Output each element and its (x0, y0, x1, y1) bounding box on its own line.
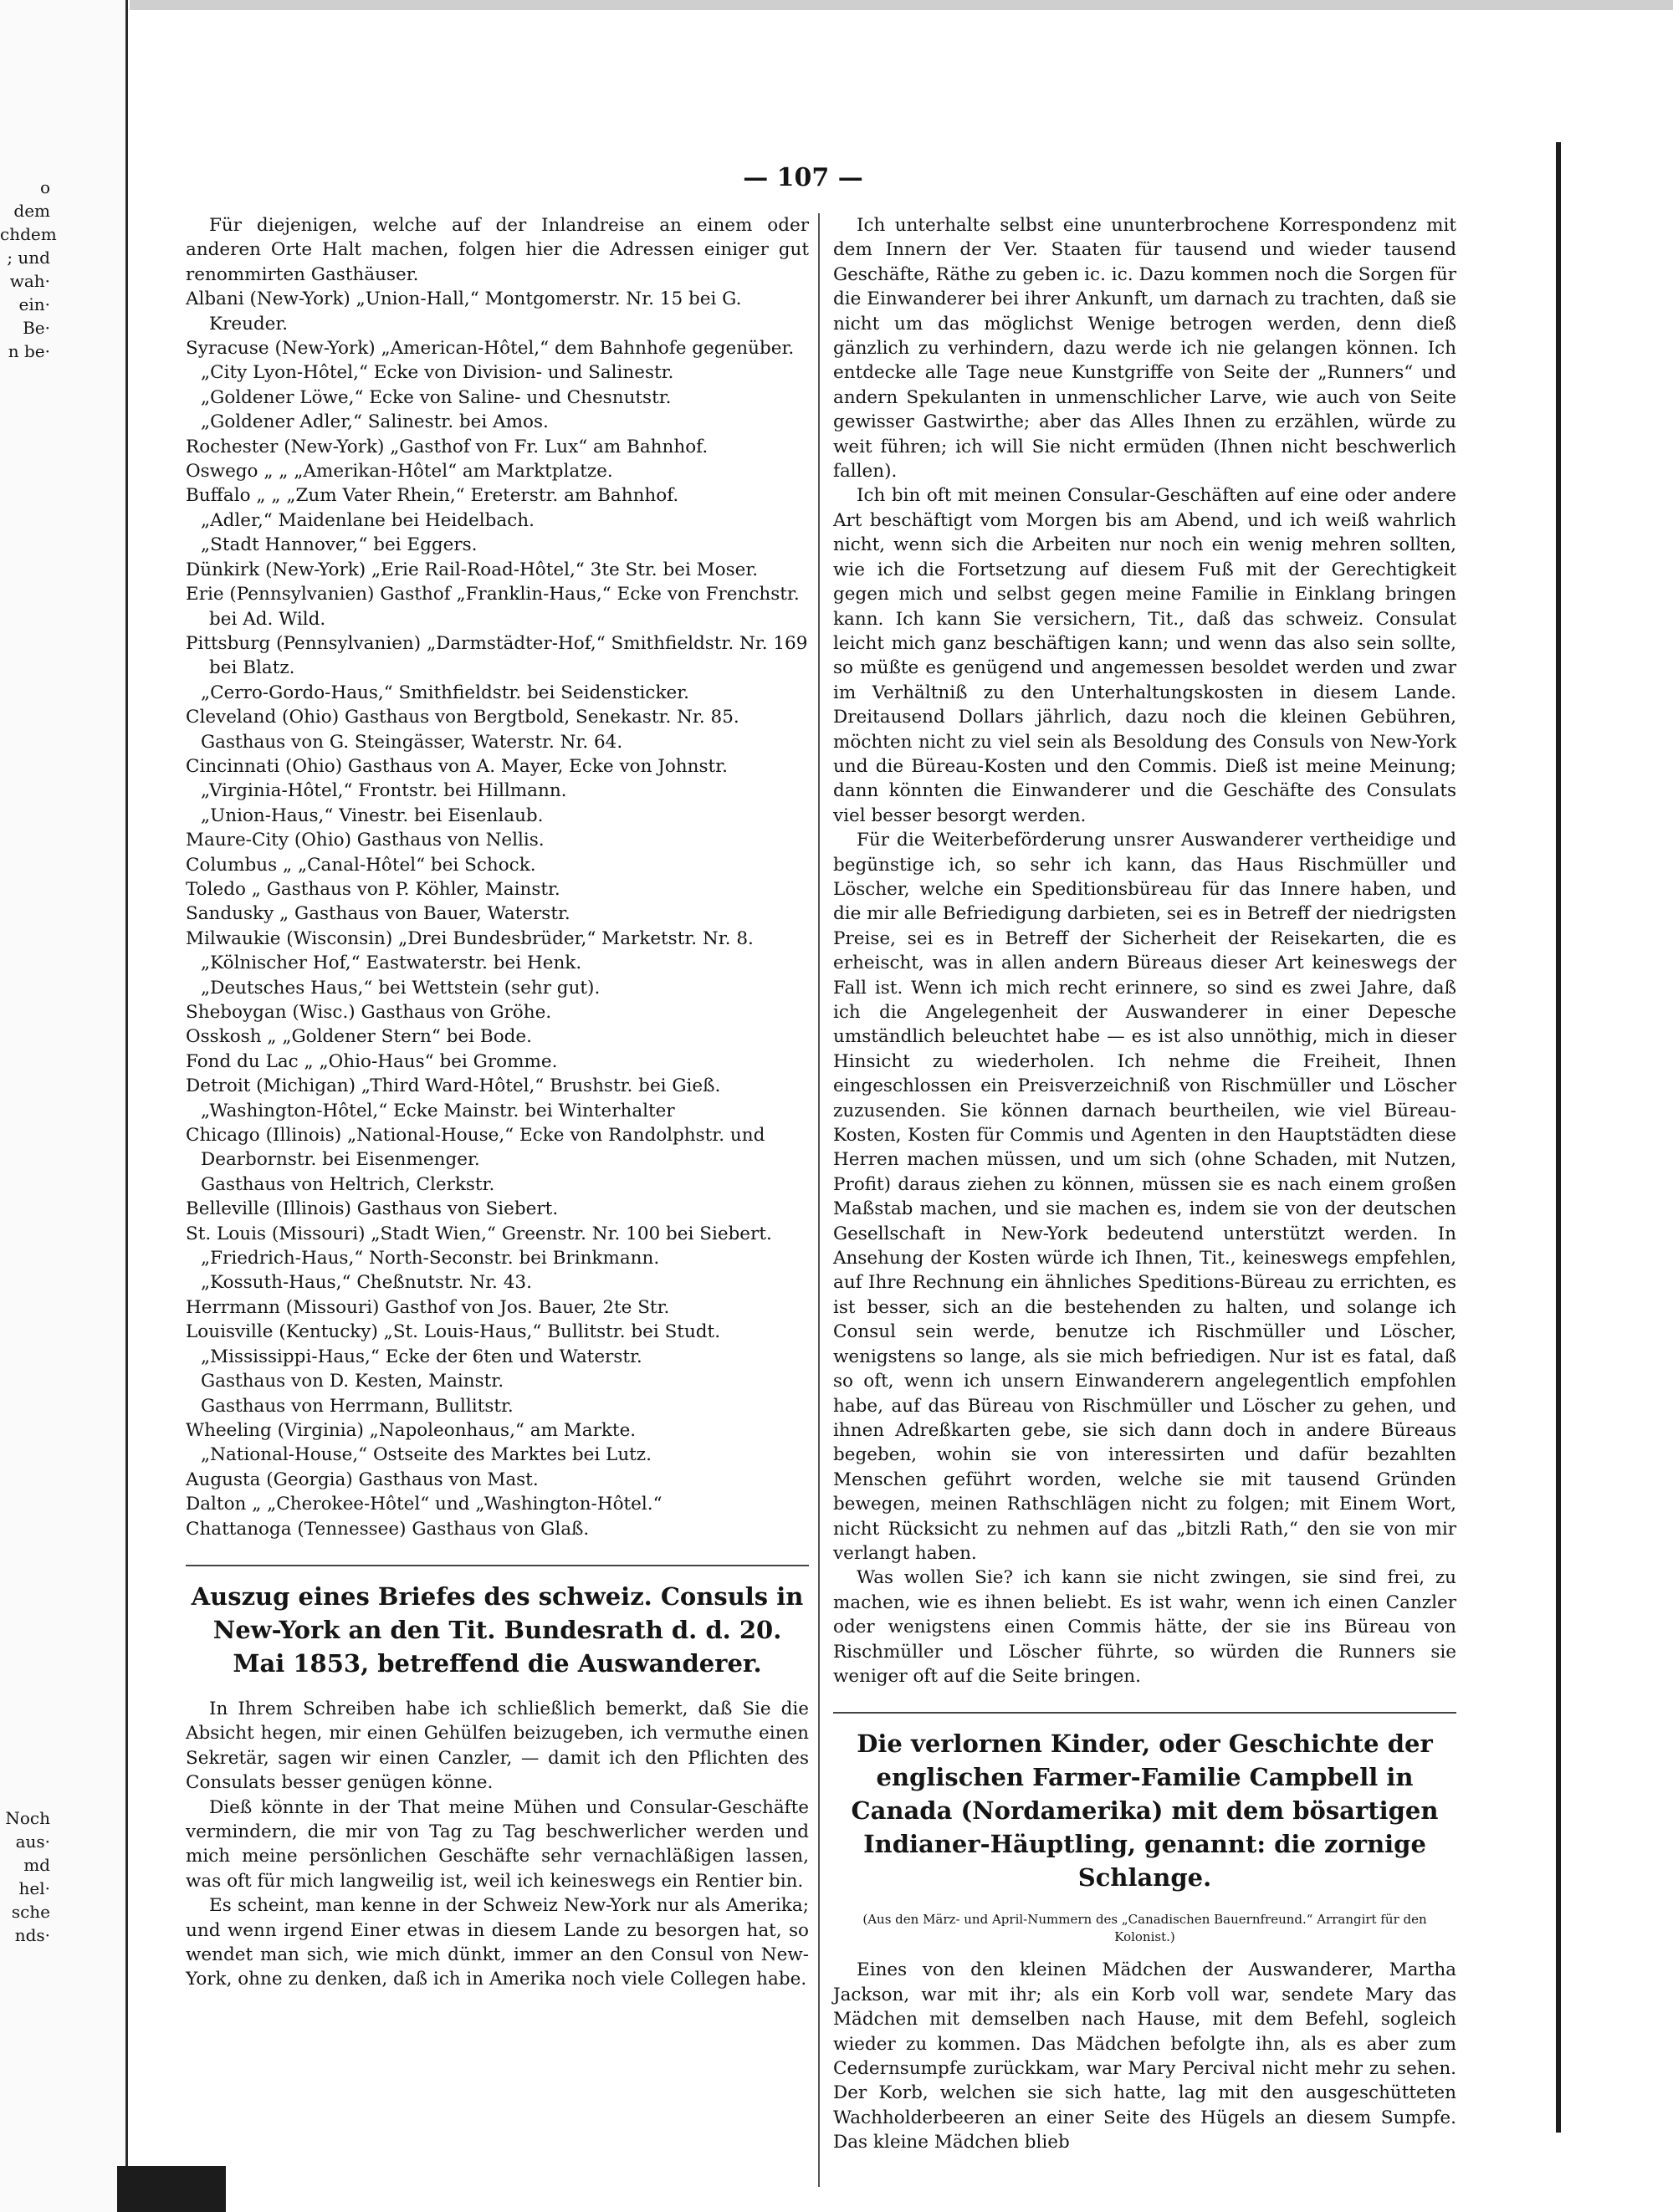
scan-top-edge (130, 0, 1673, 10)
hotel-entry: Erie (Pennsylvanien) Gasthof „Franklin-Haus,“ Ecke von Frenchstr. bei Ad. Wild. (186, 584, 800, 630)
hotel-entry: „City Lyon-Hôtel,“ Ecke von Division- und Salinestr. (201, 362, 674, 384)
hotel-entry: Dünkirk (New-York) „Erie Rail-Road-Hôtel,“ 3te Str. bei Moser. (186, 559, 759, 580)
hotel-entry: „Virginia-Hôtel,“ Frontstr. bei Hillmann. (201, 780, 567, 802)
left-column (186, 213, 809, 1992)
consul-letter-heading: Auszug eines Briefes des schweiz. Consuls in New-York an den Tit. Bundesrath d. d. 20. Mai 1853, betreffend die Auswanderer. (186, 1565, 809, 1680)
consul-letter-continuation (833, 213, 1456, 1688)
hotel-entry: Rochester (New-York) „Gasthof von Fr. Lux“ am Bahnhof. (186, 436, 709, 457)
hotel-entry: „Cerro-Gordo-Haus,“ Smithfieldstr. bei Seidensticker. (201, 682, 689, 703)
hotel-entry: Gasthaus von Heltrich, Clerkstr. (201, 1173, 495, 1195)
hotel-entry: „National-House,“ Ostseite des Marktes bei Lutz. (201, 1444, 652, 1466)
story-heading: Die verlornen Kinder, oder Geschichte der englischen Farmer-Familie Campbell in Canada (Nordamerika) mit dem bösartigen Indianer-Häuptling, genannt: die zornige Schlange. (833, 1712, 1456, 1894)
hotel-entry: Augusta (Georgia) Gasthaus von Mast. (186, 1469, 539, 1490)
right-column (833, 213, 1456, 2155)
hotel-list (186, 287, 809, 1541)
margin-fragment: n be· (8, 341, 50, 361)
margin-fragment: Be· (23, 318, 50, 338)
hotel-entry: „Kossuth-Haus,“ Cheßnutstr. Nr. 43. (201, 1272, 532, 1294)
scan-bottom-shadow (117, 2166, 226, 2212)
hotel-entry: Gasthaus von D. Kesten, Mainstr. (201, 1371, 504, 1392)
margin-fragments-top (0, 176, 57, 363)
hotel-entry: Detroit (Michigan) „Third Ward-Hôtel,“ Brushstr. bei Gieß. (186, 1075, 721, 1097)
hotel-entry: Dearbornstr. bei Eisenmenger. (201, 1149, 480, 1171)
hotel-entry: Osskosh „ „Goldener Stern“ bei Bode. (186, 1026, 532, 1048)
letter-paragraph: Ich unterhalte selbst eine ununterbrochene Korrespondenz mit dem Innern der Ver. Staaten für tausend und wieder tausend Geschäfte, Räthe zu geben ic. ic. Dazu kommen noch die Sorgen für die Einwanderer bei ihrer Ankunft, um darnach zu trachten, daß sie nicht um das möglichst Wenige betrogen werden, denn dieß gänzlich zu verhindern, dazu werde ich nie gelangen können. Ich entdecke alle Tage neue Kunstgriffe von Seite der „Runners“ und andern Spekulanten in unmenschlicher Larve, wie auch von Seite gewisser Gastwirthe; aber das Alles Ihnen zu erzählen, würde zu weit führen; ich will Sie nicht ermüden (Ihnen nicht beschwerlich fallen). (833, 215, 1456, 483)
hotel-entry: Maure-City (Ohio) Gasthaus von Nellis. (186, 830, 545, 851)
margin-fragment: sche (11, 1902, 50, 1922)
hotel-entry: „Goldener Adler,“ Salinestr. bei Amos. (201, 411, 549, 433)
column-divider (818, 213, 820, 2187)
hotel-entry: Wheeling (Virginia) „Napoleonhaus,“ am Markte. (186, 1419, 637, 1441)
hotel-entry: Columbus „ „Canal-Hôtel“ bei Schock. (186, 854, 536, 876)
hotel-entry: Chicago (Illinois) „National-House,“ Ecke von Randolphstr. und (186, 1125, 765, 1147)
letter-paragraph: Es scheint, man kenne in der Schweiz New-York nur als Amerika; und wenn irgend Einer etwas in diesem Lande zu besorgen hat, so wendet man sich, wie mich dünkt, immer an den Consul von New-York, ohne zu denken, daß ich in Amerika noch viele Collegen habe. (186, 1895, 809, 1990)
hotel-entry: Syracuse (New-York) „American-Hôtel,“ dem Bahnhofe gegenüber. (186, 338, 795, 360)
hotel-entry: „Adler,“ Maidenlane bei Heidelbach. (201, 509, 535, 531)
hotel-entry: „Deutsches Haus,“ bei Wettstein (sehr gut). (201, 977, 601, 999)
margin-fragment: aus· (15, 1831, 50, 1852)
hotel-entry: Toledo „ Gasthaus von P. Köhler, Mainstr. (186, 878, 560, 900)
hotel-entry: „Goldener Löwe,“ Ecke von Saline- und Chesnutstr. (201, 386, 672, 408)
margin-fragment: Noch (5, 1808, 50, 1828)
margin-fragments-bottom (0, 1806, 50, 1947)
margin-fragment: ein· (18, 294, 50, 314)
hotel-entry: Sandusky „ Gasthaus von Bauer, Waterstr. (186, 903, 570, 925)
letter-paragraph: Was wollen Sie? ich kann sie nicht zwingen, sie sind frei, zu machen, wie es ihnen beliebt. Es ist wahr, wenn ich einen Canzler oder wenigstens einen Commis hätte, der sie ins Büreau von Rischmüller und Löscher führte, so würden die Runners sie weniger oft auf die Seite bringen. (833, 1567, 1456, 1687)
hotel-entry: Fond du Lac „ „Ohio-Haus“ bei Gromme. (186, 1050, 558, 1072)
margin-fragment: hel· (18, 1878, 50, 1898)
hotel-entry: Gasthaus von G. Steingässer, Waterstr. Nr. 64. (201, 731, 623, 753)
hotel-entry: Gasthaus von Herrmann, Bullitstr. (201, 1395, 514, 1417)
margin-fragment: nds· (14, 1925, 50, 1945)
hotel-entry: Chattanoga (Tennessee) Gasthaus von Glaß. (186, 1518, 590, 1540)
hotel-entry: Herrmann (Missouri) Gasthof von Jos. Bauer, 2te Str. (186, 1296, 670, 1318)
margin-fragment: chdem (0, 224, 57, 244)
margin-fragment: wah· (9, 271, 50, 291)
hotel-entry: „Washington-Hôtel,“ Ecke Mainstr. bei Winterhalter (201, 1100, 675, 1121)
hotel-entry: Buffalo „ „ „Zum Vater Rhein,“ Ereterstr. am Bahnhof. (186, 485, 679, 507)
hotel-entry: „Kölnischer Hof,“ Eastwaterstr. bei Henk. (201, 953, 582, 974)
hotel-entry: „Union-Haus,“ Vinestr. bei Eisenlaub. (201, 805, 544, 826)
hotel-entry: „Mississippi-Haus,“ Ecke der 6ten und Waterstr. (201, 1346, 642, 1367)
story-source-note: (Aus den März- und April-Nummern des „Canadischen Bauernfreund.“ Arrangirt für den Kolonist.) (862, 1912, 1427, 1945)
scan-right-edge (1556, 142, 1561, 2133)
adjacent-page-strip (0, 0, 128, 2212)
margin-fragment: o dem (13, 177, 50, 221)
hotel-entry: Cincinnati (Ohio) Gasthaus von A. Mayer, Ecke von Johnstr. (186, 755, 728, 777)
hotel-entry: Albani (New-York) „Union-Hall,“ Montgomerstr. Nr. 15 bei G. Kreuder. (186, 289, 742, 335)
letter-paragraph: In Ihrem Schreiben habe ich schließlich bemerkt, daß Sie die Absicht hegen, mir einen Gehülfen beizugeben, ich vermuthe einen Sekretär, sagen wir einen Canzler, — damit ich den Pflichten des Consulats besser genügen könne. (186, 1698, 809, 1794)
hotel-entry: Oswego „ „ „Amerikan-Hôtel“ am Marktplatze. (186, 461, 613, 483)
hotel-entry: Pittsburg (Pennsylvanien) „Darmstädter-Hof,“ Smithfieldstr. Nr. 169 bei Blatz. (186, 632, 808, 679)
hotel-entry: Cleveland (Ohio) Gasthaus von Bergtbold, Senekastr. Nr. 85. (186, 707, 739, 728)
hotel-entry: St. Louis (Missouri) „Stadt Wien,“ Greenstr. Nr. 100 bei Siebert. (186, 1223, 772, 1244)
page-number: — 107 — (743, 163, 863, 192)
hotel-entry: Milwaukie (Wisconsin) „Drei Bundesbrüder,“ Marketstr. Nr. 8. (186, 927, 754, 949)
margin-fragment: md (23, 1855, 50, 1875)
letter-paragraph: Für die Weiterbeförderung unsrer Auswanderer vertheidige und begünstige ich, so sehr ich kann, das Haus Rischmüller und Löscher, welche ein Speditionsbüreau für das Innere haben, und die mir alle Befriedigung darbieten, sei es in Betreff der niedrigsten Preise, sei es in Betreff der Sicherheit der Reisekarten, die es erheischt, was in allen andern Büreaus dieser Art keineswegs der Fall ist. Wenn ich mich recht erinnere, so sind es zwei Jahre, daß ich die Angelegenheit der Auswanderer in einer Depesche umständlich beleuchtet habe — es ist also unnöthig, mich in dieser Hinsicht zu wiederholen. Ich nehme die Freiheit, Ihnen eingeschlossen ein Preisverzeichniß von Rischmüller und Löscher zuzusenden. Sie können darnach beurtheilen, wie viel Büreau-Kosten, Kosten für Commis und Agenten in den Hauptstädten diese Herren machen müssen, und um sich (ohne Schaden, mit Nutzen, Profit) daraus ziehen zu können, müssen sie es nach einem großen Maßstab machen, und sie machen es, indem sie von der deutschen Gesellschaft in New-York bedeutend unterstützt werden. In Ansehung der Kosten würde ich Ihnen, Tit., keineswegs empfehlen, auf Ihre Rechnung ein ähnliches Speditions-Büreau zu errichten, es ist besser, sich an die bestehenden zu halten, und solange ich Consul sein werde, benutze ich Rischmüller und Löscher, wenigstens so lange, als sie mich befriedigen. Nur ist es fatal, daß so oft, wenn ich unsern Einwanderern angelegentlich empfohlen habe, auf das Büreau von Rischmüller und Löscher zu gehen, und ihnen Adreßkarten gebe, sie sich dann doch in andere Büreaus begeben, wohin sie von interessirten und dafür bezahlten Menschen geführt worden, welche sie mit tausend Gründen bewegen, meinen Rathschlägen nicht zu folgen; mit Einem Wort, nicht Rücksicht zu nehmen auf das „bitzli Rath,“ den sie von mir verlangt haben. (833, 830, 1456, 1564)
letter-paragraph: Dieß könnte in der That meine Mühen und Consular-Geschäfte vermindern, die mir von Tag zu Tag beschwerlicher werden und mich meine persönlichen Geschäfte sehr vernachläßigen lassen, was oft für mich langweilig ist, weil ich keineswegs ein Rentier bin. (186, 1796, 809, 1892)
hotel-entry: Sheboygan (Wisc.) Gasthaus von Gröhe. (186, 1002, 552, 1023)
letter-paragraph: Ich bin oft mit meinen Consular-Geschäften auf eine oder andere Art beschäftigt vom Morgen bis am Abend, und ich weiß wahrlich nicht, wenn sich die Arbeiten nur noch ein wenig mehren sollten, wie ich die Fortsetzung auf diesem Fuß mit der Gerechtigkeit gegen mich und selbst gegen meine Familie in Einklang bringen kann. Ich kann Sie versichern, Tit., daß das schweiz. Consulat leicht mich ganz beschäftigen kann; und wenn das also sein sollte, so müßte es genügend und angemessen besoldet werden und zwar im Verhältniß zu den Unterhaltungskosten in diesem Lande. Dreitausend Dollars jährlich, dazu noch die kleinen Gebühren, möchten nicht zu viel sein als Besoldung des Consuls von New-York und die Büreau-Kosten und den Commis. Dieß ist meine Meinung; dann könnten die Einwanderer und die Geschäfte des Consulats viel besser besorgt werden. (833, 485, 1456, 826)
margin-fragment: ; und (7, 248, 50, 268)
story-paragraph: Eines von den kleinen Mädchen der Auswanderer, Martha Jackson, war mit ihr; als ein Korb voll war, sendete Mary das Mädchen mit demselben nach Hause, mit dem Befehl, sogleich wieder zu kommen. Das Mädchen befolgte ihn, als es aber zum Cedernsumpfe zurückkam, war Mary Percival nicht mehr zu sehen. Der Korb, welchen sie sich hatte, lag mit den ausgeschütteten Wachholderbeeren an einer Seite des Hügels an diesem Sumpfe. Das kleine Mädchen blieb (833, 1959, 1456, 2153)
hotel-entry: „Friedrich-Haus,“ North-Seconstr. bei Brinkmann. (201, 1248, 660, 1269)
hotel-list-intro: Für diejenigen, welche auf der Inlandreise an einem oder anderen Orte Halt machen, folgen hier die Adressen einiger gut renommirten Gasthäuser. (186, 215, 809, 285)
hotel-entry: Dalton „ „Cherokee-Hôtel“ und „Washington-Hôtel.“ (186, 1494, 663, 1515)
hotel-entry: „Stadt Hannover,“ bei Eggers. (201, 534, 478, 556)
consul-letter-body (186, 1697, 809, 1992)
hotel-entry: Belleville (Illinois) Gasthaus von Siebert. (186, 1198, 559, 1220)
hotel-entry: Louisville (Kentucky) „St. Louis-Haus,“ Bullitstr. bei Studt. (186, 1321, 721, 1343)
